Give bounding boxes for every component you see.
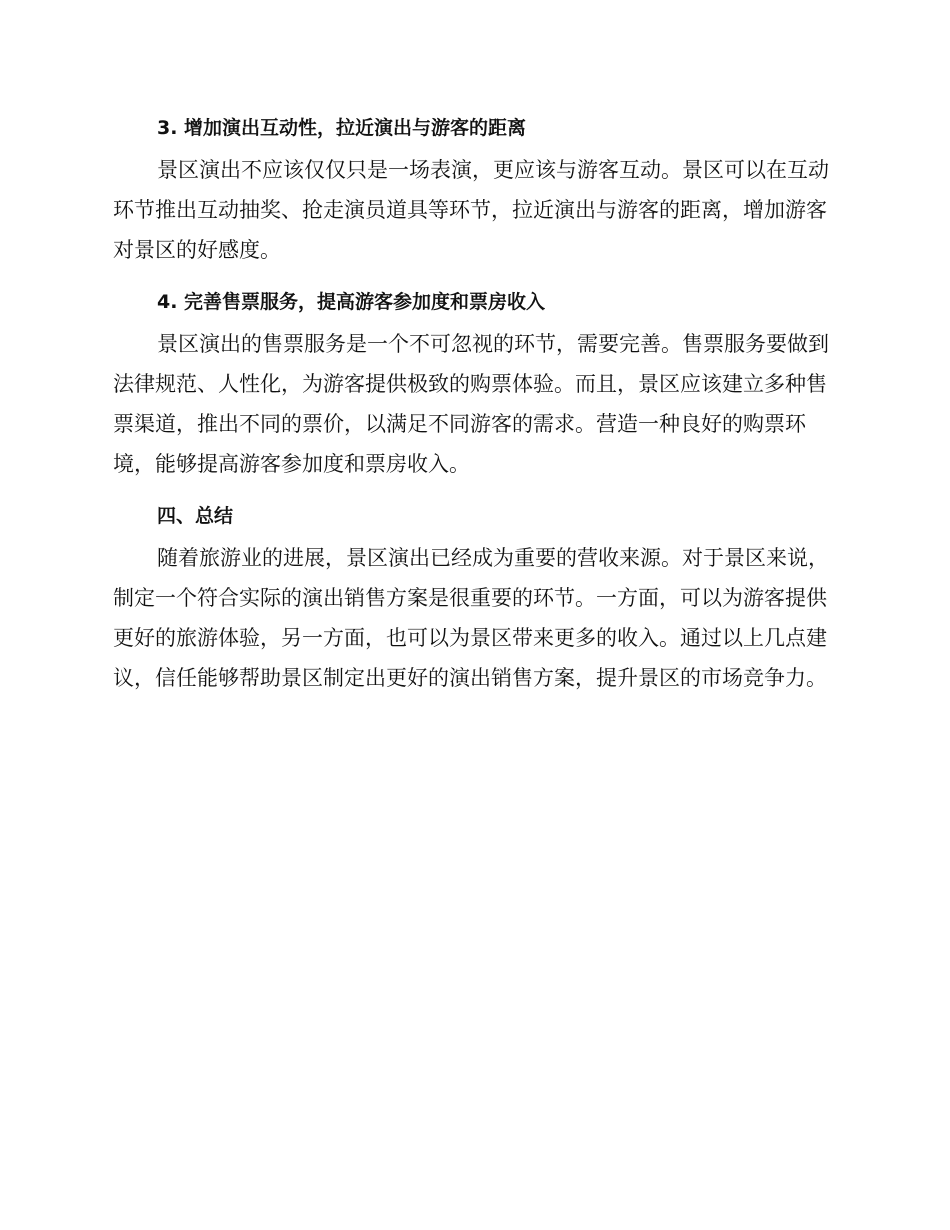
section-paragraph: 随着旅游业的进展，景区演出已经成为重要的营收来源。对于景区来说，制定一个符合实际的演出销售方案是很重要的环节。一方面，可以为游客提供更好的旅游体验，另一方面，也可以为景区带来更多的收入。通过以上几点建议，信任能够帮助景区制定出更好的演出销售方案，提升景区的市场竞争力。 [113,546,829,690]
section-summary [113,496,833,698]
section-ticketing [113,282,833,484]
document-page [113,108,833,710]
section-heading: 4. 完善售票服务，提高游客参加度和票房收入 [157,291,546,313]
section-paragraph: 景区演出不应该仅仅只是一场表演，更应该与游客互动。景区可以在互动环节推出互动抽奖、抢走演员道具等环节，拉近演出与游客的距离，增加游客对景区的好感度。 [113,158,829,262]
section-heading: 3. 增加演出互动性，拉近演出与游客的距离 [157,117,527,139]
section-paragraph: 景区演出的售票服务是一个不可忽视的环节，需要完善。售票服务要做到法律规范、人性化，为游客提供极致的购票体验。而且，景区应该建立多种售票渠道，推出不同的票价，以满足不同游客的需求。营造一种良好的购票环境，能够提高游客参加度和票房收入。 [113,332,829,476]
section-interaction [113,108,833,270]
section-heading: 四、总结 [157,505,234,527]
